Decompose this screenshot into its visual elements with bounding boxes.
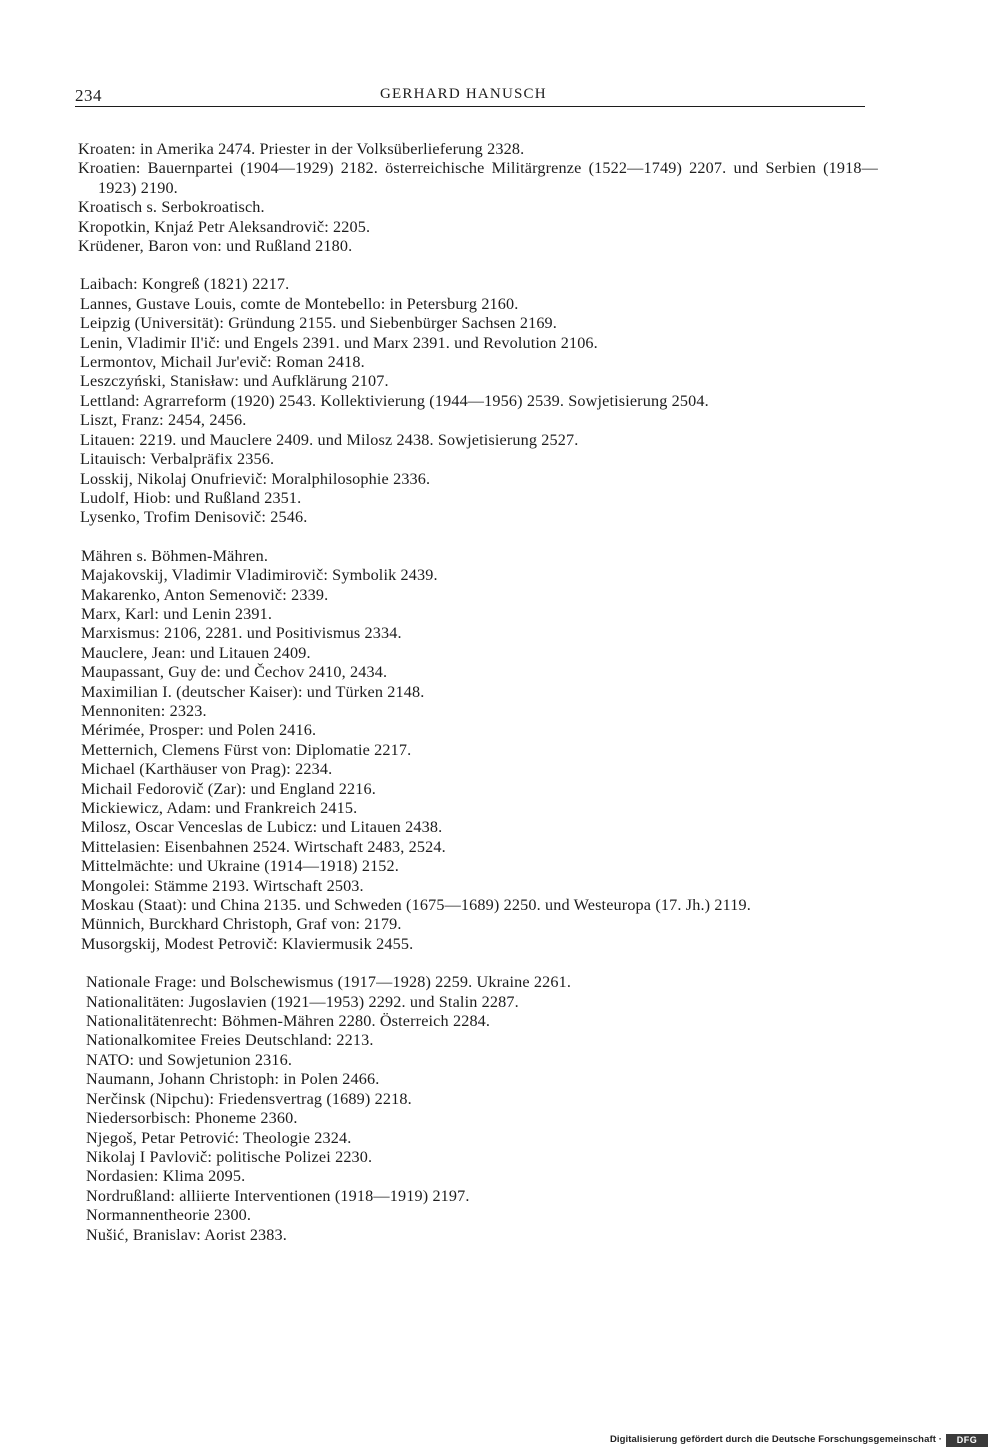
header-rule (75, 106, 865, 107)
index-entry: Nationalitäten: Jugoslavien (1921—1953) 2292. und Stalin 2287. (86, 992, 519, 1011)
index-entry: Mittelasien: Eisenbahnen 2524. Wirtschaft 2483, 2524. (81, 837, 446, 856)
index-entry: Nordrußland: alliierte Interventionen (1918—1919) 2197. (86, 1186, 470, 1205)
index-group-n (86, 973, 878, 1245)
index-entry: Maximilian I. (deutscher Kaiser): und Türken 2148. (81, 682, 425, 701)
index-entry: Michail Fedorovič (Zar): und England 2216. (81, 779, 376, 798)
index-entry: Maupassant, Guy de: und Čechov 2410, 2434. (81, 663, 388, 682)
index-entry: Lannes, Gustave Louis, comte de Montebello: in Petersburg 2160. (80, 294, 519, 313)
index-entry: Marx, Karl: und Lenin 2391. (81, 604, 273, 623)
index-entry: NATO: und Sowjetunion 2316. (86, 1050, 293, 1069)
index-entry: Mähren s. Böhmen-Mähren. (81, 546, 269, 565)
index-entry: Nationalitätenrecht: Böhmen-Mähren 2280. Österreich 2284. (86, 1012, 491, 1031)
index-entry: Kroaten: in Amerika 2474. Priester in der Volksüberlieferung 2328. (78, 140, 525, 158)
index-entry: Nationalkomitee Freies Deutschland: 2213. (86, 1031, 374, 1050)
index-entry: Mickiewicz, Adam: und Frankreich 2415. (81, 799, 358, 817)
index-entry: Makarenko, Anton Semenovič: 2339. (81, 585, 329, 604)
index-entry: Mongolei: Stämme 2193. Wirtschaft 2503. (81, 876, 364, 895)
index-entry: Leipzig (Universität): Gründung 2155. und Siebenbürger Sachsen 2169. (80, 314, 557, 333)
dfg-logo-badge: DFG (946, 1434, 988, 1447)
index-entry: Laibach: Kongreß (1821) 2217. (80, 275, 290, 294)
index-entry: Marxismus: 2106, 2281. und Positivismus 2334. (81, 624, 402, 643)
index-entry: Moskau (Staat): und China 2135. und Schweden (1675—1689) 2250. und Westeuropa (17. Jh.) 2119. (81, 896, 751, 915)
index-entry: Milosz, Oscar Venceslas de Lubicz: und Litauen 2438. (81, 818, 443, 837)
index-entry: Musorgskij, Modest Petrovič: Klaviermusik 2455. (81, 934, 414, 953)
index-group-l (80, 275, 878, 527)
index-body (78, 140, 878, 1264)
index-entry: Lettland: Agrarreform (1920) 2543. Kollektivierung (1944—1956) 2539. Sowjetisierung 2504. (80, 391, 709, 410)
index-entry: Michael (Karthäuser von Prag): 2234. (81, 760, 333, 779)
index-entry: Kroatisch s. Serbokroatisch. (78, 198, 265, 217)
index-entry: Niedersorbisch: Phoneme 2360. (86, 1109, 298, 1128)
index-entry: Mennoniten: 2323. (81, 701, 207, 720)
index-entry: Litauen: 2219. und Mauclere 2409. und Milosz 2438. Sowjetisierung 2527. (80, 430, 579, 449)
index-entry: Losskij, Nikolaj Onufrievič: Moralphilosophie 2336. (80, 469, 431, 488)
index-entry: Ludolf, Hiob: und Rußland 2351. (80, 488, 302, 507)
index-entry: Münnich, Burckhard Christoph, Graf von: 2179. (81, 915, 402, 934)
index-entry: Nerčinsk (Nipchu): Friedensvertrag (1689) 2218. (86, 1089, 412, 1108)
page-number: 234 (75, 86, 102, 105)
index-entry: Normannentheorie 2300. (86, 1206, 252, 1225)
index-entry: Krüdener, Baron von: und Rußland 2180. (78, 237, 353, 256)
index-entry: Mauclere, Jean: und Litauen 2409. (81, 643, 311, 662)
index-entry: Kropotkin, Knjaź Petr Aleksandrovič: 2205. (78, 217, 371, 236)
index-entry: Litauisch: Verbalpräfix 2356. (80, 450, 275, 469)
index-entry: Mérimée, Prosper: und Polen 2416. (81, 721, 317, 740)
index-entry: Nikolaj I Pavlovič: politische Polizei 2230. (86, 1147, 373, 1166)
index-entry: Mittelmächte: und Ukraine (1914—1918) 2152. (81, 857, 399, 876)
index-entry: Metternich, Clemens Fürst von: Diplomatie 2217. (81, 740, 412, 759)
index-entry: Leszczyński, Stanisław: und Aufklärung 2107. (80, 372, 389, 391)
index-entry: Lermontov, Michail Jur'evič: Roman 2418. (80, 353, 365, 372)
index-entry: Nordasien: Klima 2095. (86, 1167, 246, 1186)
index-entry: Nationale Frage: und Bolschewismus (1917—1928) 2259. Ukraine 2261. (86, 973, 572, 992)
index-entry: Njegoš, Petar Petrović: Theologie 2324. (86, 1128, 352, 1147)
index-entry: Naumann, Johann Christoph: in Polen 2466. (86, 1070, 380, 1089)
index-entry: Majakovskij, Vladimir Vladimirovič: Symbolik 2439. (81, 566, 438, 585)
index-entry: Kroatien: Bauernpartei (1904—1929) 2182. österreichische Militärgrenze (1522—1749) 2207. und Serbien (1918—1923) 2190. (78, 159, 878, 197)
index-group-m (81, 547, 878, 955)
index-entry: Lenin, Vladimir Il'ič: und Engels 2391. und Marx 2391. und Revolution 2106. (80, 333, 598, 352)
index-entry: Lysenko, Trofim Denisovič: 2546. (80, 508, 308, 527)
index-entry: Liszt, Franz: 2454, 2456. (80, 411, 247, 430)
index-group-k (78, 140, 878, 256)
index-entry: Nušić, Branislav: Aorist 2383. (86, 1225, 287, 1244)
digitization-credit: Digitalisierung gefördert durch die Deutsche Forschungsgemeinschaft · (609, 1434, 942, 1445)
running-head: GERHARD HANUSCH (380, 86, 547, 102)
